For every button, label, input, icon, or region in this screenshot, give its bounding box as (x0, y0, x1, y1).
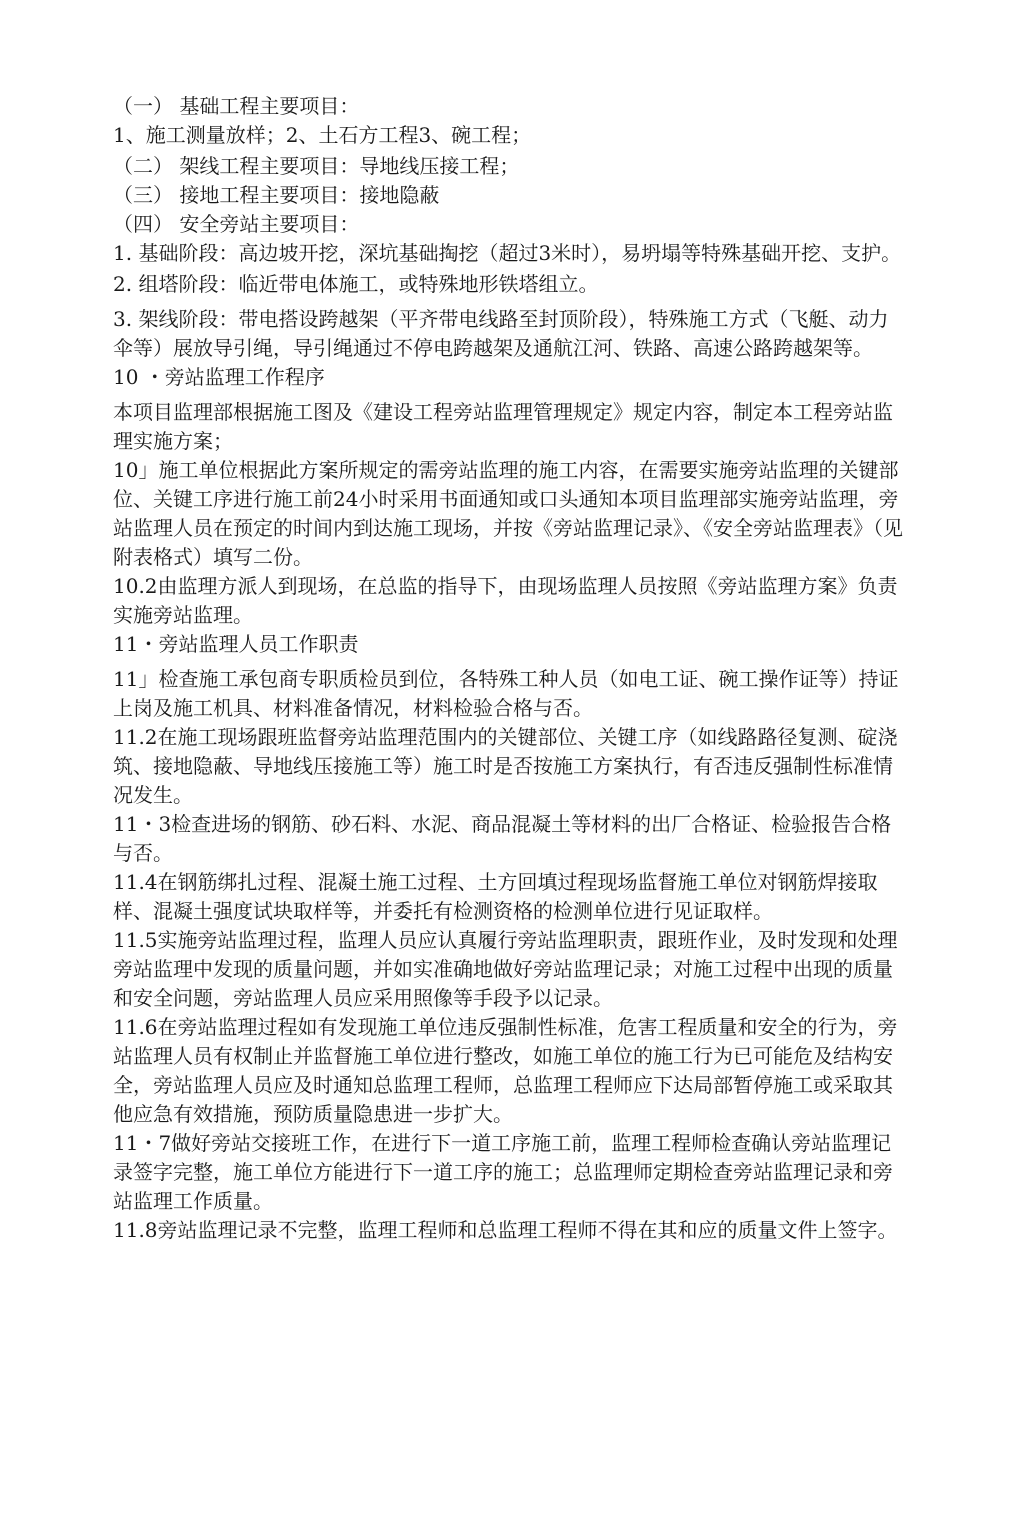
paragraph-4: （三） 接地工程主要项目：接地隐蔽 (113, 183, 440, 207)
paragraph-8: 3. 架线阶段：带电搭设跨越架（平齐带电线路至封顶阶段），特殊施工方式（飞艇、动力伞等）展放导引绳，导引绳通过不停电跨越架及通航江河、铁路、高速公路跨越架等。 (113, 307, 889, 360)
paragraph-14: 11」检查施工承包商专职质检员到位，各特殊工种人员（如电工证、碗工操作证等）持证上岗及施工机具、材料准备情况，材料检验合格与否。 (113, 667, 899, 720)
paragraph-1: （一） 基础工程主要项目： (113, 94, 360, 118)
section-heading-11: 11・旁站监理人员工作职责 (113, 632, 359, 656)
paragraph-7: 2. 组塔阶段：临近带电体施工，或特殊地形铁塔组立。 (113, 272, 599, 296)
paragraph-12: 10.2由监理方派人到现场，在总监的指导下，由现场监理人员按照《旁站监理方案》负责实施旁站监理。 (113, 574, 898, 627)
paragraph-18: 11.5实施旁站监理过程，监理人员应认真履行旁站监理职责，跟班作业，及时发现和处理旁站监理中发现的质量问题，并如实准确地做好旁站监理记录；对施工过程中出现的质量和安全问题，旁站监理人员应采用照像等手段予以记录。 (113, 928, 898, 1010)
paragraph-11: 10」施工单位根据此方案所规定的需旁站监理的施工内容，在需要实施旁站监理的关键部位、关键工序进行施工前24小时采用书面通知或口头通知本项目监理部实施旁站监理，旁站监理人员在预定的时间内到达施工现场，并按《旁站监理记录》、《安全旁站监理表》（见附表格式）填写二份。 (113, 458, 903, 569)
section-heading-10: 10 ・旁站监理工作程序 (113, 365, 325, 389)
paragraph-3: （二） 架线工程主要项目：导地线压接工程； (113, 154, 520, 178)
paragraph-15: 11.2在施工现场跟班监督旁站监理范围内的关键部位、关键工序（如线路路径复测、碇浇筑、接地隐蔽、导地线压接施工等）施工时是否按施工方案执行，有否违反强制性标准情况发生。 (113, 725, 898, 807)
paragraph-17: 11.4在钢筋绑扎过程、混凝土施工过程、土方回填过程现场监督施工单位对钢筋焊接取样、混凝土强度试块取样等，并委托有检测资格的检测单位进行见证取样。 (113, 870, 878, 923)
paragraph-2: 1、施工测量放样；2、土石方工程3、碗工程； (113, 123, 532, 147)
paragraph-6: 1. 基础阶段：高边坡开挖，深坑基础掏挖（超过3米时），易坍塌等特殊基础开挖、支护。 (113, 241, 902, 265)
paragraph-10: 本项目监理部根据施工图及《建设工程旁站监理管理规定》规定内容，制定本工程旁站监理实施方案； (113, 400, 893, 453)
paragraph-20: 11・7做好旁站交接班工作，在进行下一道工序施工前，监理工程师检查确认旁站监理记录签字完整，施工单位方能进行下一道工序的施工；总监理师定期检查旁站监理记录和旁站监理工作质量。 (113, 1131, 893, 1213)
paragraph-5: （四） 安全旁站主要项目： (113, 212, 360, 236)
paragraph-21: 11.8旁站监理记录不完整，监理工程师和总监理工程师不得在其和应的质量文件上签字。 (113, 1218, 898, 1242)
document-body (113, 92, 903, 1245)
paragraph-16: 11・3检查进场的钢筋、砂石料、水泥、商品混凝土等材料的出厂合格证、检验报告合格与否。 (113, 812, 892, 865)
paragraph-19: 11.6在旁站监理过程如有发现施工单位违反强制性标准，危害工程质量和安全的行为，旁站监理人员有权制止并监督施工单位进行整改，如施工单位的施工行为已可能危及结构安全，旁站监理人员应及时通知总监理工程师，总监理工程师应下达局部暂停施工或采取其他应急有效措施，预防质量隐患进一步扩大。 (113, 1015, 898, 1126)
